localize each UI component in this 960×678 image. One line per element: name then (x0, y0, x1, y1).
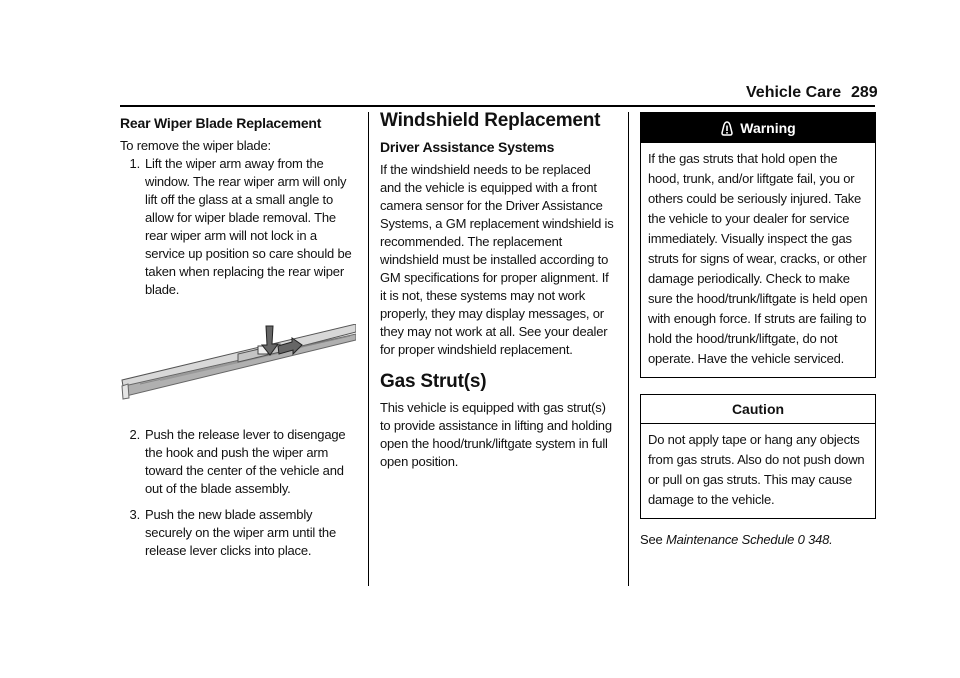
column-3 (640, 112, 876, 549)
wiper-step-1 (120, 155, 358, 299)
column-divider-left (368, 112, 369, 586)
reference-page[interactable]: 348. (808, 532, 833, 547)
warning-title: Warning (740, 120, 796, 136)
step-text: Push the release lever to disengage the hook and push the wiper arm toward the center of the vehicle and out of the blade assembly. (145, 427, 346, 496)
caution-text: Do not apply tape or hang any objects from gas struts. Also do not push down or pull on gas struts. This may cause damage to the vehicle. (648, 432, 865, 507)
step-text: Push the new blade assembly securely on the wiper arm until the release lever clicks into place. (145, 507, 336, 558)
warning-triangle-icon (720, 121, 734, 136)
cross-reference-arrow-icon: 0 (797, 532, 805, 547)
column-1 (120, 110, 358, 560)
page-header-section: Vehicle Care (746, 84, 842, 101)
step-number: 3. (129, 507, 140, 522)
step-text: Lift the wiper arm away from the window. The rear wiper arm will only lift off the glass at a small angle to allow for wiper blade removal. The rear wiper arm will not lock in a service up position so care should be taken when replacing the rear wiper blade. (145, 156, 352, 297)
wiper-steps-b (120, 426, 358, 560)
driver-assistance-subheading: Driver Assistance Systems (380, 139, 555, 155)
caution-title: Caution (641, 395, 875, 424)
warning-box (640, 112, 876, 378)
wiper-step-2 (120, 426, 358, 498)
caution-box (640, 394, 876, 519)
step-number: 2. (129, 427, 140, 442)
wiper-steps-a (120, 155, 358, 299)
warning-header (641, 113, 875, 143)
step-number: 1. (129, 156, 140, 171)
column-divider-right (628, 112, 629, 586)
windshield-heading: Windshield Replacement (380, 110, 601, 131)
see-prefix: See (640, 532, 663, 547)
wiper-intro: To remove the wiper blade: (120, 138, 271, 153)
see-reference (640, 531, 876, 549)
rear-wiper-heading: Rear Wiper Blade Replacement (120, 115, 322, 131)
wiper-step-3 (120, 506, 358, 560)
windshield-paragraph: If the windshield needs to be replaced and the vehicle is equipped with a front camera sensor for the Driver Assistance Systems, a GM replacement windshield is recommended. The replacement windshield must be installed according to GM specifications for proper alignment. If it is not, these systems may not work properly, they may display messages, or they may not work at all. See your dealer for proper windshield replacement. (380, 162, 614, 357)
page-number: 289 (851, 84, 878, 101)
warning-text: If the gas struts that hold open the hood, trunk, and/or liftgate fail, you or others could be seriously injured. Take the vehicle to your dealer for service immediately. Visually inspect the gas struts for signs of wear, cracks, or other damage periodically. Check to make sure the hood/trunk/liftgate is held open with enough force. If struts are failing to hold the hood/trunk/liftgate, do not operate. Have the vehicle serviced. (648, 151, 868, 366)
wiper-blade-illustration (120, 324, 356, 400)
header-rule (120, 105, 875, 107)
column-2 (380, 110, 615, 471)
gas-strut-paragraph: This vehicle is equipped with gas strut(s) to provide assistance in lifting and holding open the hood/trunk/liftgate system in full open position. (380, 400, 612, 469)
maintenance-schedule-link[interactable]: Maintenance Schedule (665, 532, 795, 547)
gas-strut-heading: Gas Strut(s) (380, 371, 487, 392)
